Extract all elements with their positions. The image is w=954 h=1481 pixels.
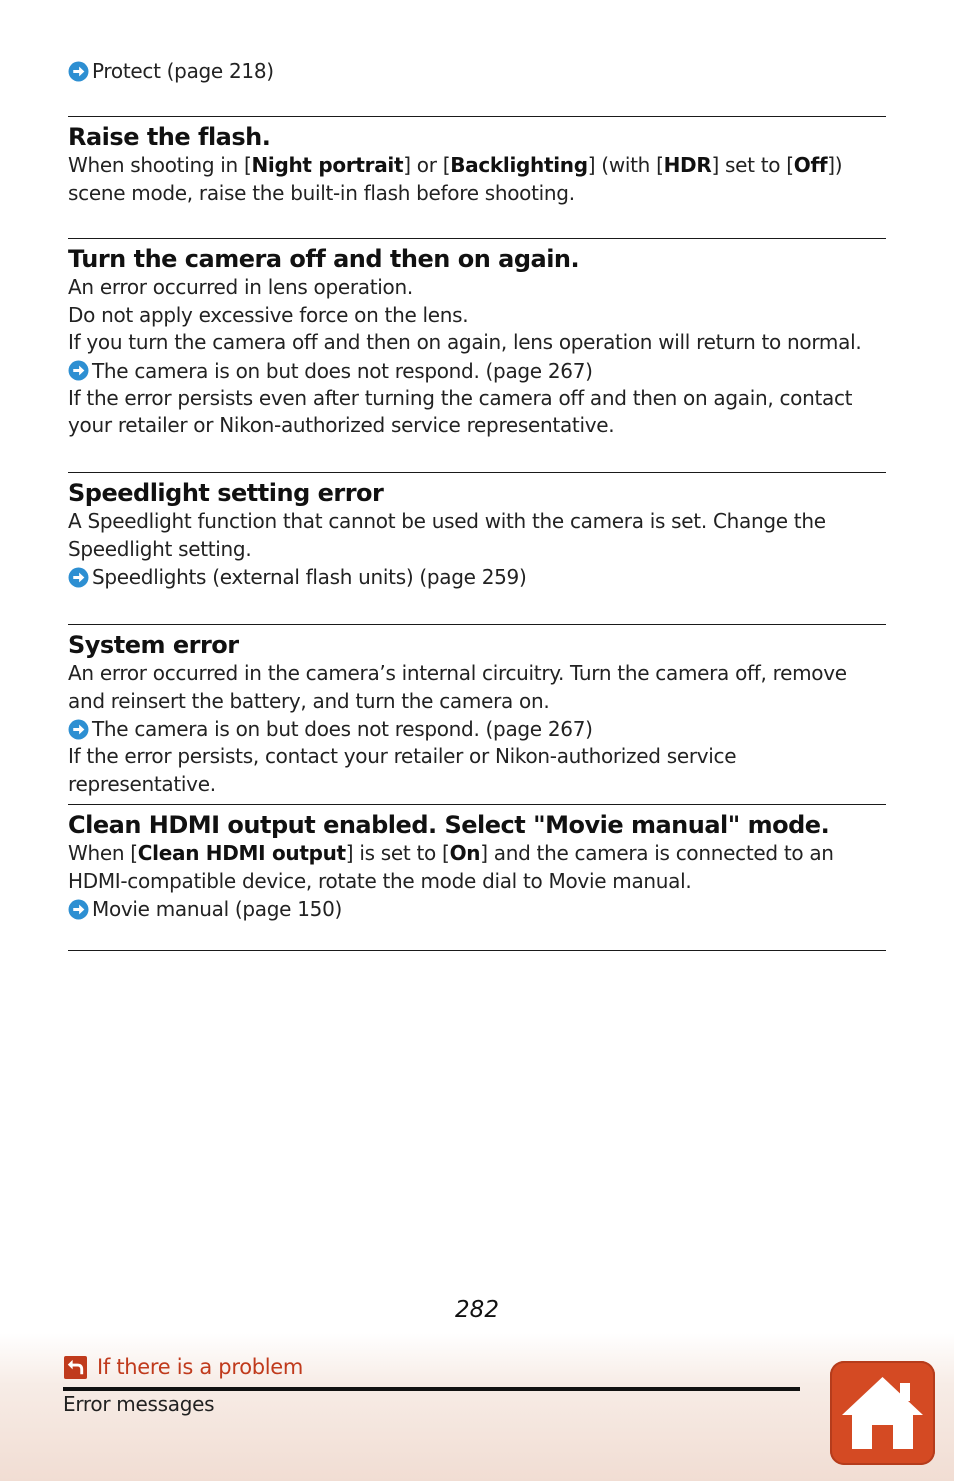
cross-reference-link[interactable] [68,715,886,743]
setting-name: On [449,841,481,865]
section-heading: Speedlight setting error [68,479,384,507]
text-run: When [ [68,841,138,865]
link-text: The camera is on but does not respond. (page 267) [92,358,593,383]
cross-reference-link[interactable] [68,357,886,385]
body-paragraph [68,840,886,895]
return-arrow-icon [64,1356,87,1379]
home-button[interactable] [830,1361,935,1465]
text-run: ] is set to [ [345,841,450,865]
text-run: If you turn the camera off and then on again, lens operation will return to normal. [68,330,862,354]
body-paragraph [68,302,886,330]
body-paragraph [68,385,886,440]
text-run: If the error persists even after turning the camera off and then on again, contact your retailer or Nikon-authorized service representative. [68,385,853,437]
section-heading: Raise the flash. [68,123,271,151]
arrow-right-circle-icon [68,567,89,588]
body-paragraph [68,508,886,563]
chapter-back-link[interactable] [64,1355,303,1379]
home-icon [840,1375,925,1451]
link-text: Speedlights (external flash units) (page 259) [92,565,527,589]
section-heading: System error [68,631,239,659]
link-text: The camera is on but does not respond. (page 267) [92,717,593,741]
setting-name: Clean HDMI output [137,841,346,865]
body-paragraph [68,152,886,207]
body-paragraph [68,329,886,357]
text-run: ]) scene mode, raise the built-in flash before shooting. [68,153,843,205]
end-rule [68,950,886,951]
setting-name: HDR [663,153,712,177]
chapter-link-label: If there is a problem [97,1355,304,1379]
text-run: ] or [ [403,153,451,177]
cross-reference-link[interactable] [68,563,886,591]
page-number: 282 [455,1297,499,1323]
body-paragraph [68,743,886,798]
cross-reference-link[interactable] [68,895,886,923]
top-link-text: Protect (page 218) [92,59,274,83]
text-run: ] and the camera is connected to an HDMI-compatible device, rotate the mode dial to Movie manual. [68,841,834,893]
arrow-right-circle-icon [68,719,89,740]
text-run: An error occurred in lens operation. [68,275,413,299]
body-paragraph [68,274,886,302]
section-turn-camera-off [68,238,886,440]
text-run: ] set to [ [711,153,794,177]
footer-rule [63,1387,800,1391]
section-clean-hdmi [68,804,886,923]
text-run: A Speedlight function that cannot be used with the camera is set. Change the Speedlight setting. [68,509,826,561]
setting-name: Night portrait [251,153,404,177]
section-system-error [68,624,886,798]
text-run: When shooting in [ [68,153,252,177]
body-paragraph [68,660,886,715]
text-run: ] (with [ [587,153,664,177]
footer-subsection: Error messages [63,1392,215,1416]
section-raise-flash [68,116,886,207]
section-speedlight-error [68,472,886,591]
arrow-right-circle-icon [68,61,89,82]
top-link-protect[interactable] [68,57,274,85]
setting-name: Off [793,153,828,177]
text-run: Do not apply excessive force on the lens. [68,302,469,327]
arrow-right-circle-icon [68,899,89,920]
arrow-right-circle-icon [68,360,89,381]
section-heading: Turn the camera off and then on again. [68,245,580,273]
setting-name: Backlighting [450,153,588,177]
section-heading: Clean HDMI output enabled. Select "Movie manual" mode. [68,811,830,839]
link-text: Movie manual (page 150) [92,897,342,921]
text-run: If the error persists, contact your retailer or Nikon-authorized service representative. [68,744,737,796]
text-run: An error occurred in the camera’s internal circuitry. Turn the camera off, remove and reinsert the battery, and turn the camera on. [68,661,847,713]
